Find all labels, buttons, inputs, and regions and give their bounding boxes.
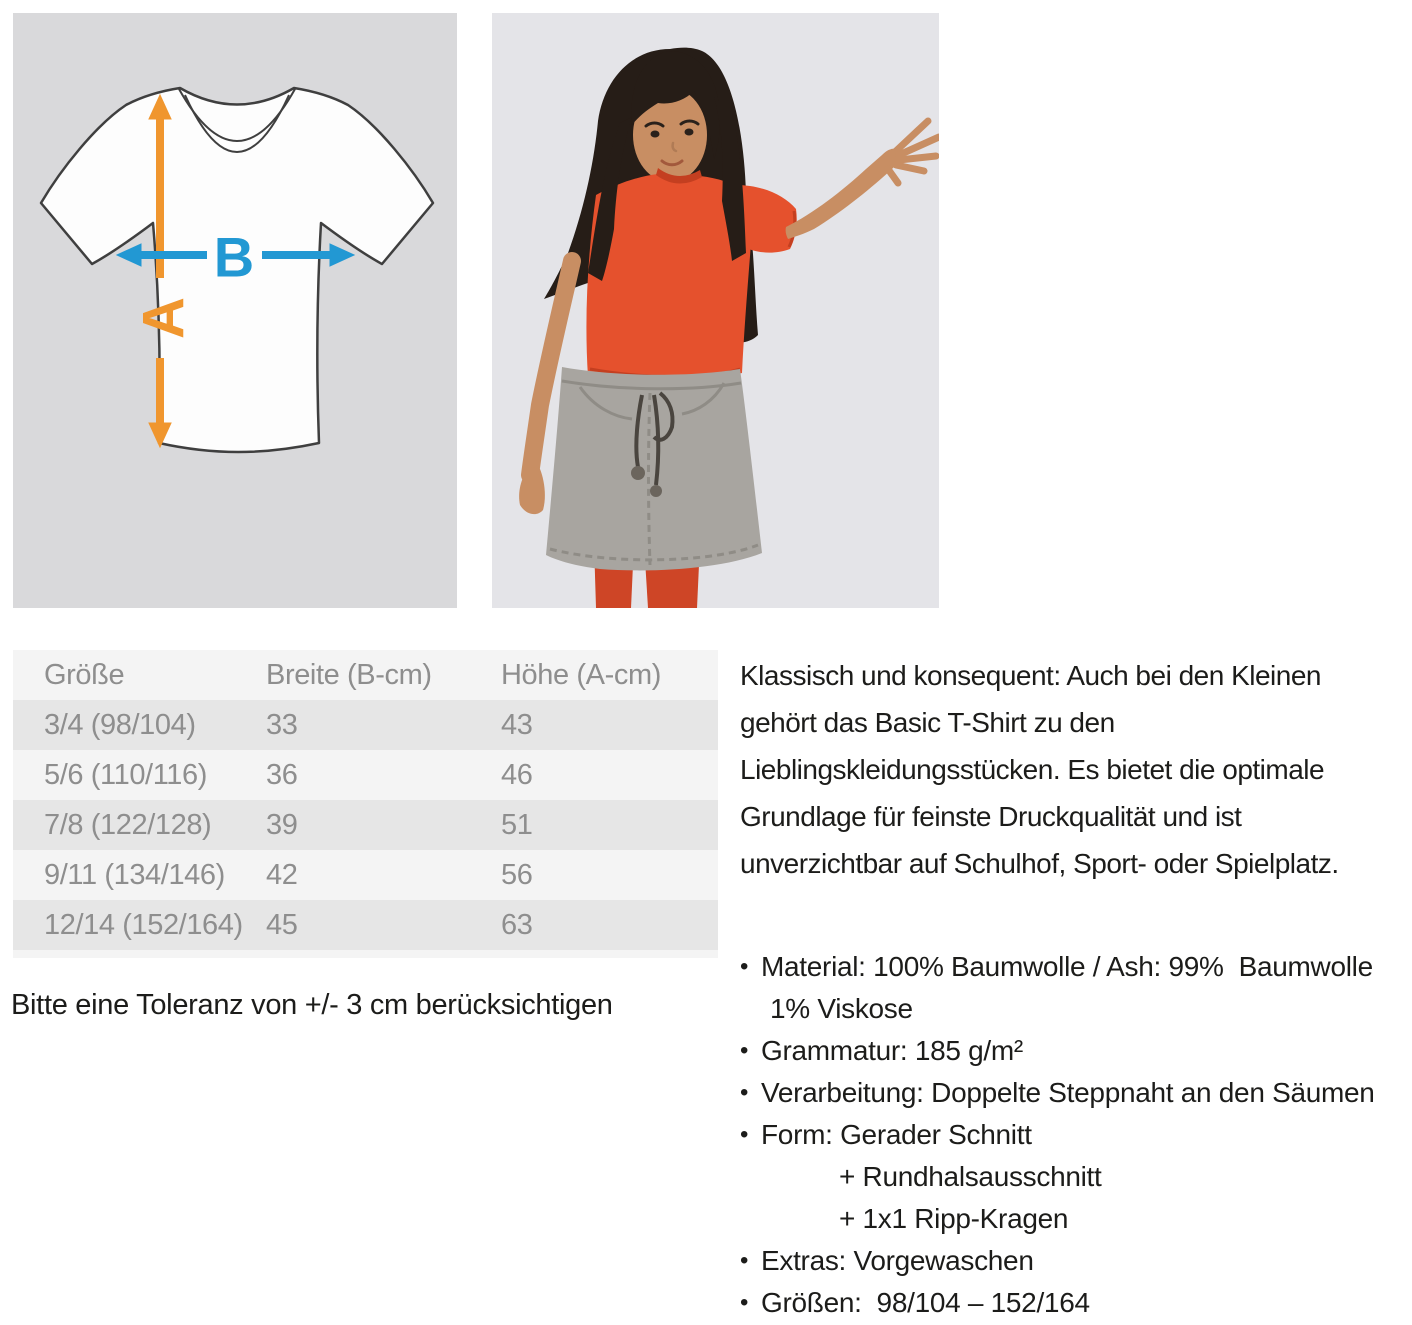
size-diagram-graphic bbox=[13, 13, 457, 608]
bullet-icon: • bbox=[740, 953, 749, 980]
table-cell-height: 56 bbox=[501, 858, 533, 891]
label-a: A bbox=[131, 297, 197, 339]
table-cell-size: 3/4 (98/104) bbox=[44, 708, 196, 741]
table-header-cell: Größe bbox=[44, 658, 125, 691]
size-table bbox=[13, 650, 718, 958]
table-row bbox=[13, 850, 718, 900]
feature-item-text: Form: Gerader Schnitt bbox=[761, 1119, 1032, 1150]
size-diagram bbox=[13, 13, 457, 608]
bullet-icon bbox=[740, 988, 761, 1030]
bullet-icon bbox=[740, 1156, 761, 1198]
feature-item-text: Material: 100% Baumwolle / Ash: 99% Baumwolle bbox=[761, 951, 1373, 982]
table-cell-height: 51 bbox=[501, 808, 533, 841]
feature-list bbox=[740, 946, 1412, 1324]
table-cell-size: 7/8 (122/128) bbox=[44, 808, 212, 841]
skirt-center-seam bbox=[649, 393, 651, 565]
table-header-cell: Höhe (A-cm) bbox=[501, 658, 661, 691]
feature-item-text: Verarbeitung: Doppelte Steppnaht an den Säumen bbox=[761, 1077, 1375, 1108]
model-illustration bbox=[492, 13, 939, 608]
table-row bbox=[13, 700, 718, 750]
product-description bbox=[740, 652, 1412, 1324]
feature-item-continuation bbox=[740, 1198, 1412, 1240]
table-cell-height: 63 bbox=[501, 908, 533, 941]
table-row bbox=[13, 750, 718, 800]
feature-item-text: Größen: 98/104 – 152/164 bbox=[761, 1287, 1090, 1318]
table-header-row bbox=[13, 650, 718, 700]
bullet-icon: • bbox=[740, 1037, 749, 1064]
table-cell-width: 33 bbox=[266, 708, 298, 741]
table-cell-height: 43 bbox=[501, 708, 533, 741]
table-cell-size: 9/11 (134/146) bbox=[44, 858, 225, 891]
description-line: gehört das Basic T-Shirt zu den bbox=[740, 707, 1115, 738]
label-b: B bbox=[213, 225, 255, 289]
feature-item bbox=[740, 946, 1412, 988]
description-line: Klassisch und konsequent: Auch bei den Kleinen bbox=[740, 660, 1321, 691]
bullet-icon bbox=[740, 1198, 761, 1240]
table-cell-width: 36 bbox=[266, 758, 298, 791]
feature-item-text: 1% Viskose bbox=[770, 993, 913, 1024]
table-cell-width: 45 bbox=[266, 908, 298, 941]
feature-item bbox=[740, 1114, 1412, 1156]
bullet-icon: • bbox=[740, 1121, 749, 1148]
bullet-icon: • bbox=[740, 1289, 749, 1316]
description-paragraph bbox=[740, 652, 1412, 887]
table-cell-size: 5/6 (110/116) bbox=[44, 758, 208, 791]
bullet-icon: • bbox=[740, 1079, 749, 1106]
table-cell-width: 42 bbox=[266, 858, 298, 891]
table-cell-size: 12/14 (152/164) bbox=[44, 908, 243, 941]
feature-item bbox=[740, 1240, 1412, 1282]
feature-item-continuation bbox=[740, 988, 1412, 1030]
table-row bbox=[13, 800, 718, 850]
description-line: Lieblingskleidungsstücken. Es bietet die optimale bbox=[740, 754, 1325, 785]
table-cell-height: 46 bbox=[501, 758, 533, 791]
feature-item-text: Grammatur: 185 g/m² bbox=[761, 1035, 1023, 1066]
feature-item bbox=[740, 1072, 1412, 1114]
table-row bbox=[13, 900, 718, 950]
tolerance-note: Bitte eine Toleranz von +/- 3 cm berücksichtigen bbox=[11, 989, 613, 1021]
feature-item-text: Extras: Vorgewaschen bbox=[761, 1245, 1034, 1276]
description-line: Grundlage für feinste Druckqualität und ist bbox=[740, 801, 1242, 832]
product-photo bbox=[492, 13, 939, 608]
feature-item-text: + 1x1 Ripp-Kragen bbox=[839, 1203, 1069, 1234]
table-cell-width: 39 bbox=[266, 808, 298, 841]
feature-item-continuation bbox=[740, 1156, 1412, 1198]
feature-item bbox=[740, 1030, 1412, 1072]
feature-item bbox=[740, 1282, 1412, 1324]
feature-item-text: + Rundhalsausschnitt bbox=[839, 1161, 1102, 1192]
description-line: unverzichtbar auf Schulhof, Sport- oder Spielplatz. bbox=[740, 848, 1339, 879]
table-footer-strip bbox=[13, 950, 718, 958]
bullet-icon: • bbox=[740, 1247, 749, 1274]
table-header-cell: Breite (B-cm) bbox=[266, 658, 432, 691]
